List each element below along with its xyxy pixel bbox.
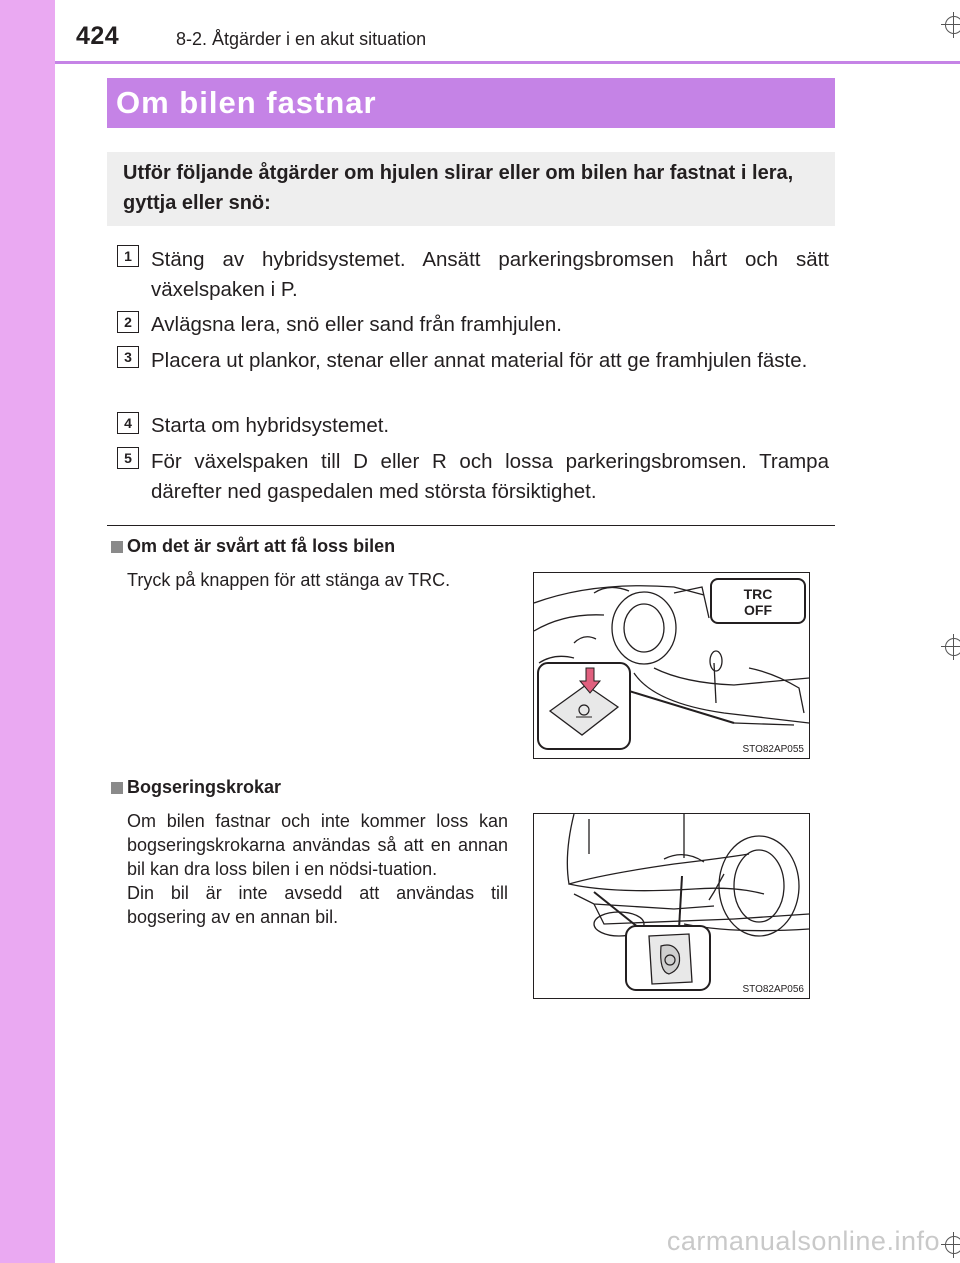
towing-hook-figure	[533, 813, 810, 999]
step-text: För växelspaken till D eller R och lossa parkeringsbromsen. Trampa därefter ned gaspedalen med största försiktighet.	[151, 450, 829, 503]
trc-off-callout	[710, 578, 806, 624]
section-title: Om bilen fastnar	[116, 85, 377, 120]
bullet-square-icon	[111, 782, 123, 794]
step-text: Placera ut plankor, stenar eller annat material för att ge framhjulen fäste.	[151, 349, 808, 372]
step-number: 4	[117, 412, 139, 434]
subsection-heading: Bogseringskrokar	[127, 777, 282, 797]
car-rear-illustration	[534, 814, 809, 998]
step-text: Starta om hybridsystemet.	[151, 414, 390, 437]
step-number: 3	[117, 346, 139, 368]
intro-text: Utför följande åtgärder om hjulen slirar eller om bilen har fastnat i lera, gyttja eller snö:	[123, 162, 794, 214]
page-number: 424	[76, 22, 120, 50]
section-divider	[107, 525, 835, 526]
chapter-heading: 8-2. Åtgärder i en akut situation	[176, 29, 427, 49]
subsection-heading: Om det är svårt att få loss bilen	[127, 536, 396, 556]
bullet-square-icon	[111, 541, 123, 553]
watermark: carmanualsonline.info	[666, 1226, 940, 1256]
step-number: 1	[117, 245, 139, 267]
step-text: Stäng av hybridsystemet. Ansätt parkeringsbromsen hårt och sätt växelspaken i P.	[151, 248, 829, 301]
subsection-body: Tryck på knappen för att stänga av TRC.	[127, 570, 451, 590]
step-number: 2	[117, 311, 139, 333]
step-number: 5	[117, 447, 139, 469]
section-title-bar	[107, 78, 835, 128]
intro-box	[107, 152, 835, 226]
header-rule	[55, 61, 960, 64]
subsection-body: Om bilen fastnar och inte kommer loss kan bogseringskrokarna användas så att en annan bil kan dra loss bilen i en nödsi-tuation. Din bil är inte avsedd att användas till bogsering av en annan bil.	[127, 811, 508, 927]
step-text: Avlägsna lera, snö eller sand från framhjulen.	[151, 313, 562, 336]
trc-label-line2: OFF	[744, 602, 772, 618]
registration-mark-icon	[941, 634, 960, 660]
figure-code: STO82AP056	[742, 984, 804, 995]
trc-label-line1: TRC	[743, 586, 773, 602]
registration-mark-icon	[941, 1232, 960, 1258]
figure-code: STO82AP055	[742, 744, 804, 755]
registration-mark-icon	[941, 12, 960, 38]
side-color-strip	[0, 0, 55, 1263]
